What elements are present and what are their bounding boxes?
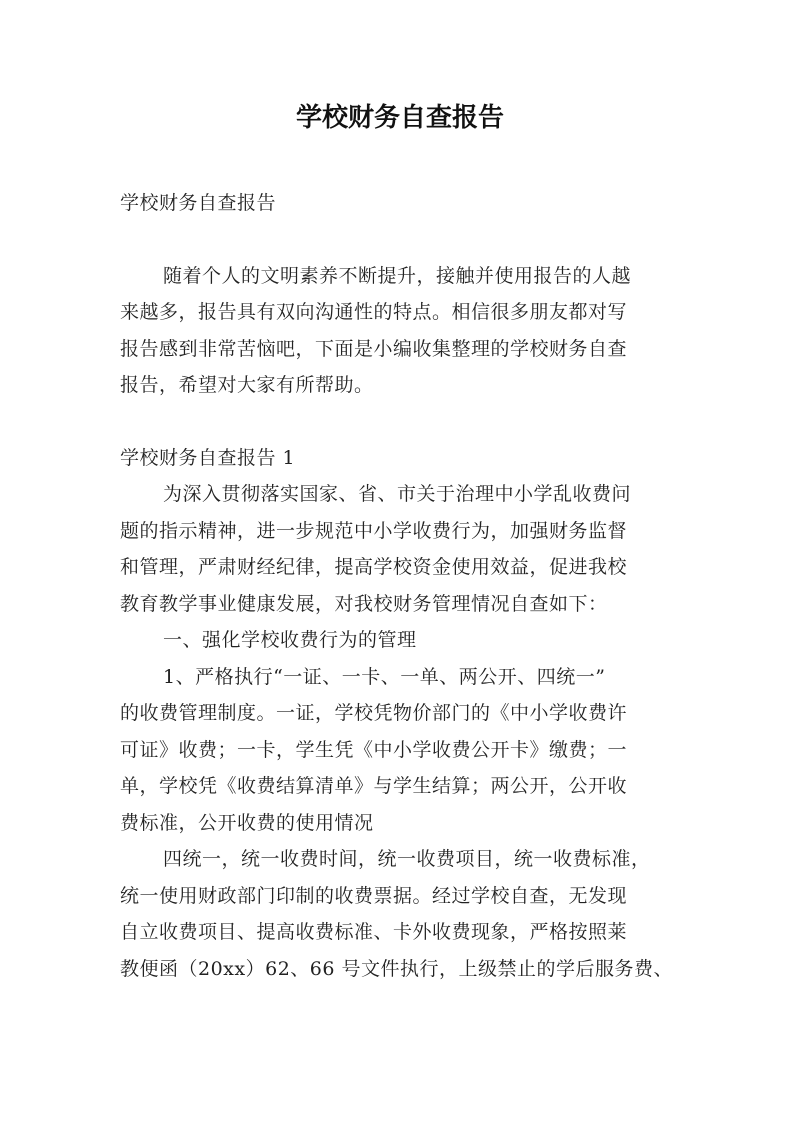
paragraph-line: 自立收费项目、提高收费标准、卡外收费现象，严格按照莱 xyxy=(120,921,628,943)
paragraph-2 xyxy=(120,659,685,842)
document-title: 学校财务自查报告 xyxy=(295,103,504,133)
paragraph-line: 报告，希望对大家有所帮助。 xyxy=(120,374,374,396)
paragraph-3 xyxy=(120,841,685,987)
paragraph-line: 四统一，统一收费时间，统一收费项目，统一收费标准， xyxy=(163,848,651,870)
paragraph-line: 1、严格执行“一证、一卡、一单、两公开、四统一” xyxy=(163,665,606,688)
paragraph-line: 题的指示精神，进一步规范中小学收费行为，加强财务监督 xyxy=(120,519,628,542)
spacer xyxy=(120,222,685,258)
paragraph-line: 单，学校凭《收费结算清单》与学生结算；两公开，公开收 xyxy=(120,775,628,797)
paragraph-line: 教便函（20xx）62、66 号文件执行，上级禁止的学后服务费、 xyxy=(120,957,674,980)
paragraph-line: 统一使用财政部门印制的收费票据。经过学校自查，无发现 xyxy=(120,884,628,907)
paragraph-line: 费标准，公开收费的使用情况 xyxy=(120,811,374,834)
paragraph-line: 随着个人的文明素养不断提升，接触并使用报告的人越 xyxy=(163,264,632,287)
paragraph-line: 为深入贯彻落实国家、省、市关于治理中小学乱收费问 xyxy=(163,483,632,505)
document-body xyxy=(120,185,685,987)
paragraph-line: 教育教学事业健康发展，对我校财务管理情况自查如下： xyxy=(120,592,608,615)
intro-paragraph xyxy=(120,258,685,404)
section-heading: 学校财务自查报告 1 xyxy=(120,446,296,469)
paragraph-line: 报告感到非常苦恼吧，下面是小编收集整理的学校财务自查 xyxy=(120,337,628,360)
paragraph-line: 的收费管理制度。一证，学校凭物价部门的《中小学收费许 xyxy=(120,702,628,724)
paragraph-line: 可证》收费；一卡，学生凭《中小学收费公开卡》缴费；一 xyxy=(120,738,628,761)
spacer xyxy=(120,404,685,440)
paragraph-1 xyxy=(120,476,685,622)
paragraph-line: 来越多，报告具有双向沟通性的特点。相信很多朋友都对写 xyxy=(120,301,628,323)
document-subtitle: 学校财务自查报告 xyxy=(120,192,277,214)
sub-heading: 一、强化学校收费行为的管理 xyxy=(163,629,417,651)
paragraph-line: 和管理，严肃财经纪律，提高学校资金使用效益，促进我校 xyxy=(120,556,628,578)
